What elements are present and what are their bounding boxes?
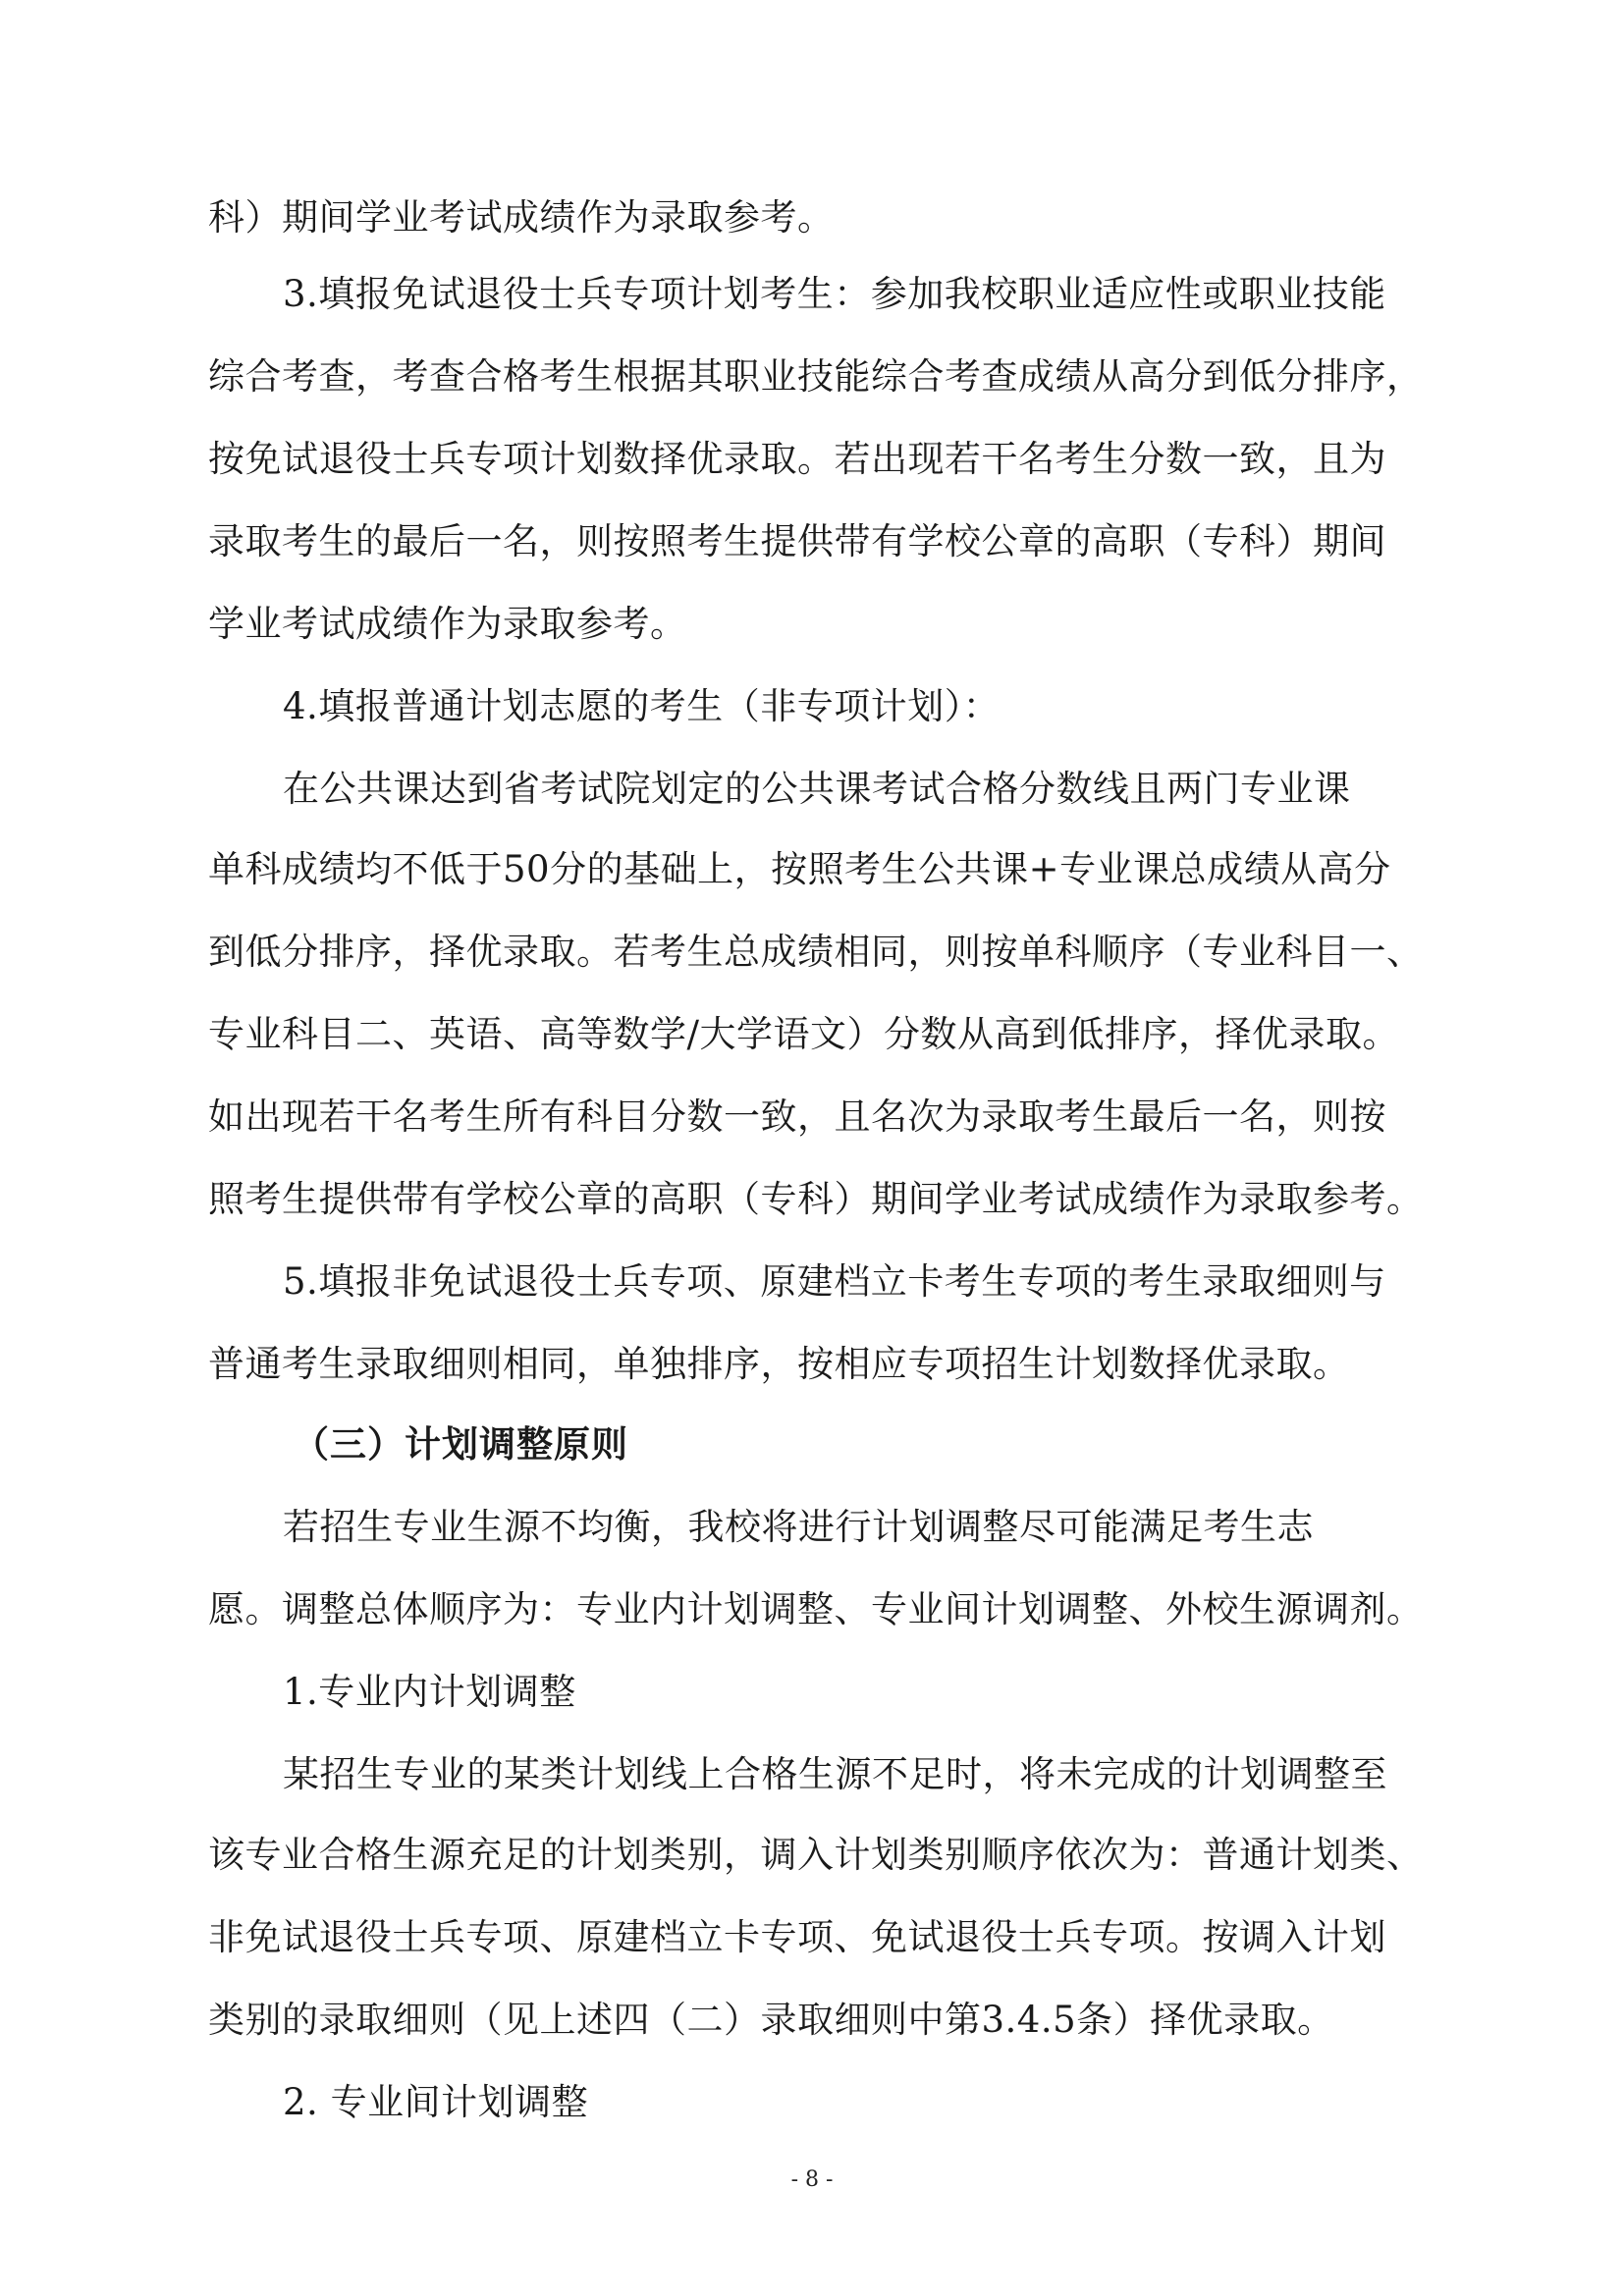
paragraph-line: 如出现若干名考生所有科目分数一致，且名次为录取考生最后一名，则按 — [208, 1095, 1386, 1138]
paragraph-line: 录取考生的最后一名，则按照考生提供带有学校公章的高职（专科）期间 — [208, 520, 1386, 562]
paragraph-line: 某招生专业的某类计划线上合格生源不足时，将未完成的计划调整至 — [283, 1753, 1387, 1795]
paragraph-line: 5.填报非免试退役士兵专项、原建档立卡考生专项的考生录取细则与 — [283, 1260, 1386, 1303]
paragraph-line: 科）期间学业考试成绩作为录取参考。 — [208, 196, 835, 239]
paragraph-line: 专业科目二、英语、高等数学/大学语文）分数从高到低排序，择优录取。 — [208, 1013, 1399, 1055]
paragraph-line: 2. 专业间计划调整 — [283, 2081, 589, 2123]
paragraph-line: 4.填报普通计划志愿的考生（非专项计划）： — [283, 685, 1001, 727]
page-number: - 8 - — [790, 2167, 834, 2192]
paragraph-line: 1.专业内计划调整 — [283, 1671, 576, 1713]
section-heading: （三）计划调整原则 — [293, 1423, 628, 1466]
paragraph-line: 单科成绩均不低于50分的基础上，按照考生公共课+专业课总成绩从高分 — [208, 848, 1391, 890]
paragraph-line: 到低分排序，择优录取。若考生总成绩相同，则按单科顺序（专业科目一、 — [208, 931, 1424, 973]
paragraph-line: 非免试退役士兵专项、原建档立卡专项、免试退役士兵专项。按调入计划 — [208, 1916, 1386, 1958]
paragraph-line: 综合考查，考查合格考生根据其职业技能综合考查成绩从高分到低分排序， — [208, 355, 1424, 398]
paragraph-line: 类别的录取细则（见上述四（二）录取细则中第3.4.5条）择优录取。 — [208, 1999, 1334, 2041]
paragraph-line: 在公共课达到省考试院划定的公共课考试合格分数线且两门专业课 — [283, 768, 1351, 810]
paragraph-line: 若招生专业生源不均衡，我校将进行计划调整尽可能满足考生志 — [283, 1506, 1314, 1548]
paragraph-line: 3.填报免试退役士兵专项计划考生：参加我校职业适应性或职业技能 — [283, 273, 1386, 315]
paragraph-line: 按免试退役士兵专项计划数择优录取。若出现若干名考生分数一致，且为 — [208, 438, 1386, 480]
paragraph-line: 普通考生录取细则相同，单独排序，按相应专项招生计划数择优录取。 — [208, 1343, 1350, 1385]
paragraph-line: 愿。调整总体顺序为：专业内计划调整、专业间计划调整、外校生源调剂。 — [208, 1588, 1424, 1630]
paragraph-line: 该专业合格生源充足的计划类别，调入计划类别顺序依次为：普通计划类、 — [208, 1834, 1424, 1876]
paragraph-line: 照考生提供带有学校公章的高职（专科）期间学业考试成绩作为录取参考。 — [208, 1178, 1424, 1220]
paragraph-line: 学业考试成绩作为录取参考。 — [208, 603, 687, 645]
